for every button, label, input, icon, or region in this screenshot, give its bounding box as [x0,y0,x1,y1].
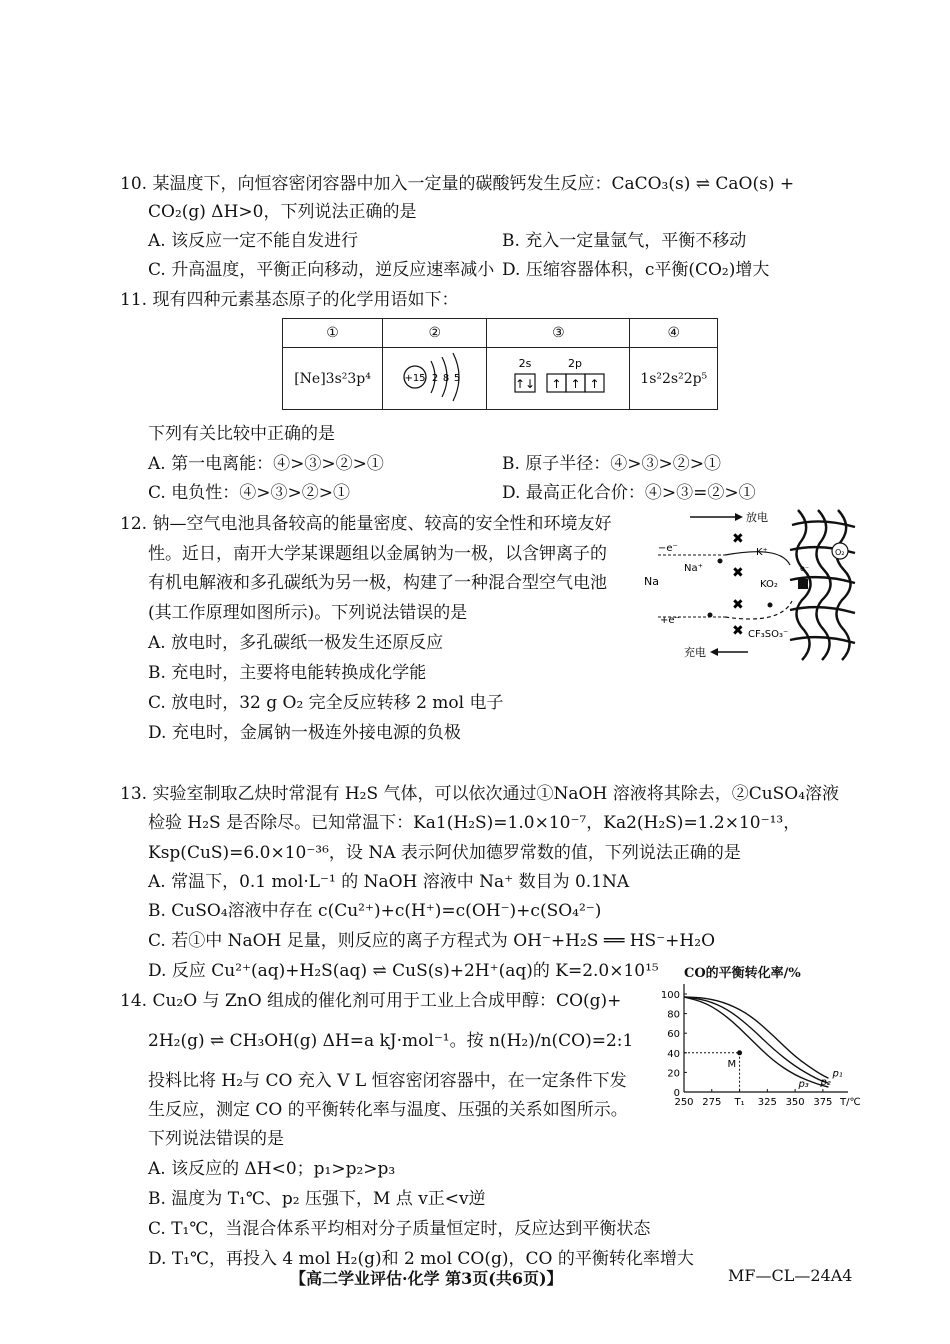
q13-stem-line3: Ksp(CuS)=6.0×10⁻³⁶，设 NA 表示阿伏加德罗常数的值，下列说法正确的是 [148,843,741,863]
q13-option-c: C. 若①中 NaOH 足量，则反应的离子方程式为 OH⁻+H₂S ══ HS⁻+H₂O [148,931,716,951]
na-electrode-label: Na [644,575,659,588]
q10-stem-line2: CO₂(g) ΔH>0，下列说法正确的是 [148,202,417,222]
shell-2-count: 8 [442,372,449,384]
q12-option-a: A. 放电时，多孔碳纸一极发生还原反应 [148,633,444,653]
electron-minus-label: −e⁻ [658,543,678,554]
orbital-label-2s: 2s [519,356,532,370]
series-label-1: p₁ [832,1068,843,1080]
y-tick-label: 0 [673,1088,680,1099]
na-ion-label: Na⁺ [684,563,703,574]
svg-text:↑: ↑ [551,376,562,391]
footer-page-info: 【高二学业评估·化学 第3页(共6页)】 [290,1269,563,1288]
atom-structure-diagram [395,349,475,405]
y-tick-label: 60 [667,1029,680,1041]
q11-header-4: ④ [630,319,718,348]
point-m [737,1050,742,1055]
y-tick-label: 100 [660,990,680,1001]
x-axis-label: T/℃ [840,1097,861,1108]
q12-stem-line3: 有机电解液和多孔碳纸为另一极，构建了一种混合型空气电池 [148,573,607,593]
q14-stem-line4: 生反应，测定 CO 的平衡转化率与温度、压强的关系如图所示。 [148,1100,628,1120]
shell-3-count: 5 [453,372,460,384]
q11-cell-orbital-diagram [487,348,630,410]
orbital-diagram [503,349,613,405]
q14-stem-line2: 2H₂(g) ⇌ CH₃OH(g) ΔH=a kJ·mol⁻¹。按 n(H₂)/n(CO)=2:1 [148,1031,634,1051]
q14-option-a: A. 该反应的 ΔH<0；p₁>p₂>p₃ [148,1159,396,1179]
electron-small-label: e⁻ [800,564,810,573]
q11-option-a: A. 第一电离能：④>③>②>① [148,454,384,474]
q12-stem-line1: 12. 钠—空气电池具备较高的能量密度、较高的安全性和环境友好 [120,514,612,534]
q14-option-b: B. 温度为 T₁℃、p₂ 压强下，M 点 v正<v逆 [148,1189,486,1209]
ko2-label: KO₂ [760,579,778,590]
svg-text:✖: ✖ [732,597,744,613]
nucleus-charge: +15 [404,372,426,384]
q10-option-d: D. 压缩容器体积，c平衡(CO₂)增大 [502,260,770,280]
q11-cell-electron-config-4: 1s²2s²2p⁵ [630,348,718,410]
svg-text:↑: ↑ [570,376,581,391]
q11-option-b: B. 原子半径：④>③>②>① [502,454,722,474]
point-m-label: M [727,1058,737,1070]
q12-option-d: D. 充电时，金属钠一极连外接电源的负极 [148,723,461,743]
x-tick-label: 250 [674,1097,694,1108]
q12-option-c: C. 放电时，32 g O₂ 完全反应转移 2 mol 电子 [148,693,504,713]
q10-option-b: B. 充入一定量氩气，平衡不移动 [502,231,747,251]
discharge-label: 放电 [746,511,768,524]
q11-stem: 11. 现有四种元素基态原子的化学用语如下： [120,290,459,310]
q11-header-1: ① [283,319,383,348]
q13-stem-line1: 13. 实验室制取乙炔时常混有 H₂S 气体，可以依次通过①NaOH 溶液将其除去，②CuSO₄溶液 [120,784,840,804]
charge-label: 充电 [684,646,706,659]
q14-stem-line3: 投料比将 H₂与 CO 充入 V L 恒容密闭容器中，在一定条件下发 [148,1071,627,1091]
x-tick-label: T₁ [734,1097,745,1108]
q12-stem-line4: (其工作原理如图所示)。下列说法错误的是 [148,603,468,623]
series-label-2: p₂ [820,1077,831,1089]
x-tick-label: 325 [757,1097,777,1108]
series-line-1 [684,997,828,1078]
q10-option-c: C. 升高温度，平衡正向移动，逆反应速率减小 [148,260,495,280]
chart-title: CO的平衡转化率/% [684,966,801,981]
q10-option-a: A. 该反应一定不能自发进行 [148,231,359,251]
q11-header-3: ③ [487,319,630,348]
y-tick-label: 20 [667,1068,680,1080]
series-label-3: p₃ [798,1079,809,1091]
q13-option-a: A. 常温下，0.1 mol·L⁻¹ 的 NaOH 溶液中 Na⁺ 数目为 0.1NA [148,872,630,892]
q14-stem-line5: 下列说法错误的是 [148,1129,284,1149]
shell-1-count: 2 [431,372,438,384]
q11-cell-electron-config-1: [Ne]3s²3p⁴ [283,348,383,410]
q13-option-d: D. 反应 Cu²⁺(aq)+H₂S(aq) ⇌ CuS(s)+2H⁺(aq)的 K=2.0×10¹⁵ [148,961,659,981]
q14-option-d: D. T₁℃，再投入 4 mol H₂(g)和 2 mol CO(g)，CO 的平衡转化率增大 [148,1249,694,1269]
battery-diagram [640,505,860,665]
q12-stem-line2: 性。近日，南开大学某课题组以金属钠为一极，以含钾离子的 [148,544,607,564]
svg-text:↑: ↑ [589,376,600,391]
q14-stem-line1: 14. Cu₂O 与 ZnO 组成的催化剂可用于工业上合成甲醇：CO(g)+ [120,991,622,1011]
q11-option-d: D. 最高正化合价：④>③=②>① [502,483,756,503]
k-ion-label: K⁺ [756,547,768,558]
y-tick-label: 80 [667,1009,680,1021]
x-tick-label: 275 [702,1097,722,1108]
q13-option-b: B. CuSO₄溶液中存在 c(Cu²⁺)+c(H⁺)=c(OH⁻)+c(SO₄²⁻) [148,901,602,921]
svg-text:↑↓: ↑↓ [515,376,536,391]
y-tick-label: 40 [667,1048,680,1060]
q11-table [282,318,718,410]
co-conversion-chart [656,980,866,1110]
footer-code: MF—CL—24A4 [728,1266,853,1285]
q13-stem-line2: 检验 H₂S 是否除尽。已知常温下：Ka1(H₂S)=1.0×10⁻⁷，Ka2(H₂S)=1.2×10⁻¹³， [148,813,801,833]
q11-header-2: ② [383,319,487,348]
svg-text:✖: ✖ [732,565,744,581]
o2-label: O₂ [835,548,845,557]
anion-label: CF₃SO₃⁻ [748,629,789,640]
series-line-2 [684,997,828,1083]
orbital-label-2p: 2p [568,356,583,370]
q11-option-c: C. 电负性：④>③>②>① [148,483,350,503]
q14-option-c: C. T₁℃，当混合体系平均相对分子质量恒定时，反应达到平衡状态 [148,1219,651,1239]
q11-cell-atom-structure [383,348,487,410]
electron-plus-label: +e⁻ [660,615,680,626]
svg-text:✖: ✖ [732,531,744,547]
q10-stem-line1: 10. 某温度下，向恒容密闭容器中加入一定量的碳酸钙发生反应：CaCO₃(s) ⇌ CaO(s) + [120,174,795,194]
x-tick-label: 350 [785,1097,805,1108]
q12-option-b: B. 充电时，主要将电能转换成化学能 [148,663,427,683]
q11-prompt: 下列有关比较中正确的是 [148,424,335,444]
x-tick-label: 375 [813,1097,833,1108]
svg-text:✖: ✖ [732,623,744,639]
